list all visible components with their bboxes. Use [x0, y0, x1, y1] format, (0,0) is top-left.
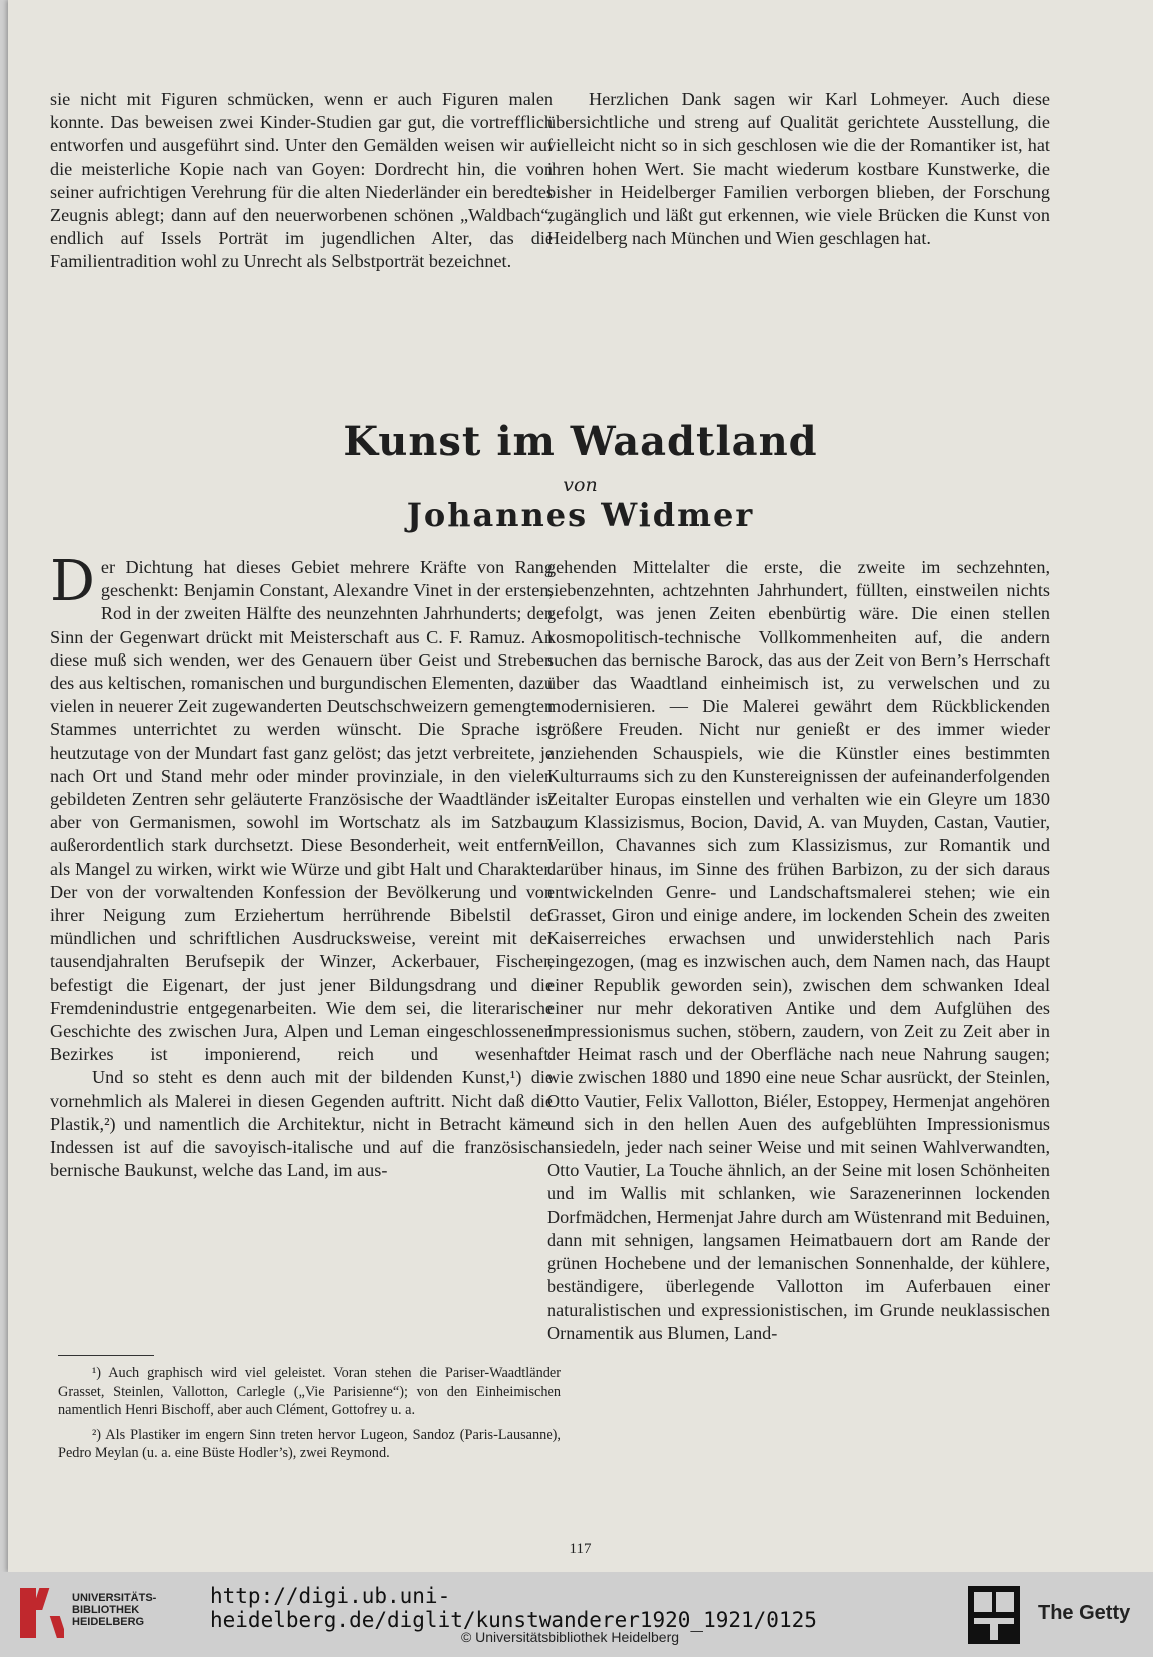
right-body-column — [547, 556, 1050, 1345]
footnote-2: ²) Als Plastiker im engern Sinn treten hervor Lugeon, Sandoz (Paris-Lausanne), Pedro Meylan (u. a. eine Büste Hodler’s), zwei Reymond. — [58, 1426, 561, 1462]
left-body-column — [50, 549, 553, 1182]
scanned-page — [8, 0, 1153, 1572]
footnote-1: ¹) Auch graphisch wird viel geleistet. Voran stehen die Pariser-Waadtländer Grasset, Steinlen, Vallotton, Carlegle („Vie Parisienne“); von den Einheimischen namentlich Henri Bischoff, aber auch Clément, Gottofrey u. a. — [58, 1365, 561, 1419]
footnotes — [58, 1364, 561, 1469]
left-paragraph-1: er Dichtung hat dieses Gebiet mehrere Kräfte von Rang geschenkt: Benjamin Constant, Alexandre Vinet in der ersten, Rod in der zweiten Hälfte des neunzehnten Jahrhunderts; den Sinn der Gegenwart drückt mit Meisterschaft aus C. F. Ramuz. An diese muß sich wenden, wer des Genauern über Geist und Streben des aus keltischen, romanischen und burgundischen Elementen, dazu vielen in neuerer Zeit zugewanderten Deutschschweizern gemengten Stammes unterrichtet zu werden wünscht. Die Sprache ist heutzutage von der Mundart fast ganz gelöst; das jetzt verbreitete, je nach Ort und Stand mehr oder minder provinziale, in den vielen gebildeten Zentren sehr geläuterte Französische der Waadtländer ist aber von Germanismen, sowohl im Wortschatz als im Satzbau, außerordentlich stark durchsetzt. Diese Besonderheit, weit entfernt als Mangel zu wirken, wirkt wie Würze und gibt Halt und Charakter. Der von der vorwaltenden Konfession der Bevölkerung und von ihrer Neigung zum Erziehertum herrührende Bibelstil der mündlichen und schriftlichen Ausdrucksweise, vereint mit der tausendjahralten Berufsepik der Winzer, Ackerbauer, Fischer, befestigt die Eigenart, der just jener Bildungsdrang und die Fremdenindustrie entgegenarbeiten. Wie dem sei, die literarische Geschichte des zwischen Jura, Alpen und Leman eingeschlossenen Bezirkes ist imponierend, reich und wesenhaft. — [50, 557, 553, 1065]
footnote-rule — [58, 1355, 154, 1356]
article-title: Kunst im Waadtland — [343, 418, 818, 465]
left-paragraph-2: Und so steht es denn auch mit der bildenden Kunst,¹) die vornehmlich als Malerei in diesen Gegenden auftritt. Nicht daß die Plastik,²) und namentlich die Architektur, nicht in Betracht käme. Indessen ist auf die savoyisch-italische und auf die französisch-bernische Baukunst, welche das Land, im aus- — [50, 1067, 553, 1181]
getty-label: The Getty — [1038, 1602, 1131, 1624]
copyright-notice: © Universitätsbibliothek Heidelberg — [460, 1629, 680, 1645]
footer-bar — [0, 1572, 1153, 1657]
page-number: 117 — [569, 1541, 592, 1557]
top-left-column — [50, 88, 553, 274]
right-paragraph: gehenden Mittelalter die erste, die zweite im sechzehnten, siebenzehnten, achtzehnten Jahrhundert, füllten, einstweilen nichts gefolgt, was jenen Zeiten ebenbürtig wäre. Die einen stellen kosmopolitisch-technische Vollkommenheiten auf, die andern suchen das bernische Barock, das aus der Zeit von Bern’s Herrschaft über das Waadtland einheimisch ist, zu verwelschen und zu modernisieren. — Die Malerei gewährt dem Rückblickenden größere Freuden. Nicht nur genießt er des immer wieder anziehenden Schauspiels, wie die Künstler eines bestimmten Kulturraums sich zu den Kunstereignissen der aufeinanderfolgenden Zeitalter Europas einstellen und verhalten wie ein Gleyre um 1830 zum Klassizismus, Bocion, David, A. van Muyden, Castan, Vautier, Veillon, Chavannes sich zum Klassizismus, zur Romantik und darüber hinaus, im Sinne des frühen Barbizon, zu der sich daraus entwickelnden Genre- und Landschaftsmalerei stehen; wie ein Grasset, Giron und einige andere, im lockenden Schein des zweiten Kaiserreiches erwachsen und unwiderstehlich nach Paris eingezogen, (mag es inzwischen auch, dem Namen nach, das Haupt einer Republik geworden sein), zwischen dem schwanken Ideal einer nur mehr dekorativen Antike und dem Aufglühen des Impressionismus suchen, stöbern, zaudern, von Zeit zu Zeit aber in der Heimat rasch und der Oberfläche nach neue Nahrung saugen; wie zwischen 1880 und 1890 eine neue Schar ausrückt, der Steinlen, Otto Vautier, Felix Vallotton, Biéler, Estoppey, Hermenjat angehören und sich in den hellen Auen des aufgeblühten Impressionismus ansiedeln, jeder nach seiner Weise und mit seinen Wahlverwandten, Otto Vautier, La Touche ähnlich, an der Seine mit losen Schönheiten und im Wallis mit schlanken, wie Sarazenerinnen lockenden Dorfmädchen, Hermenjat Jahre durch am Wüstenrand mit Beduinen, dann mit sehnigen, langsamen Heimatbauern dort am Rande der grünen Hochebene und der lemanischen Sonnenhalde, der kühlere, beständigere, überlegende Vallotton im Auferbauen einer naturalistischen und expressionistischen, im Grunde neuklassischen Ornamentik aus Blumen, Land- — [547, 557, 1050, 1343]
article-byline: von — [563, 474, 598, 496]
top-right-text: Herzlichen Dank sagen wir Karl Lohmeyer. Auch diese übersichtliche und streng auf Qualität gerichtete Ausstellung, die vielleicht nicht so in sich geschlosen wie die der Romantiker ist, hat ihren hohen Wert. Sie macht wiederum kostbare Kunstwerke, die bisher in Heidelberger Familien verborgen blieben, der Forschung zugänglich und läßt gut erkennen, wie viele Brücken die Kunst von Heidelberg nach München und Wien geschlagen hat. — [547, 89, 1050, 249]
getty-logo-icon — [968, 1586, 1020, 1644]
university-library-logo-icon — [18, 1586, 64, 1640]
permalink-url[interactable]: http://digi.ub.uni-heidelberg.de/diglit/kunstwanderer1920_1921/0125 — [210, 1584, 817, 1632]
top-left-text: sie nicht mit Figuren schmücken, wenn er auch Figuren malen konnte. Das beweisen zwei Kinder-Studien gar gut, die vortrefflich entworfen und ausgeführt sind. Unter den Gemälden weisen wir auf die meisterliche Kopie nach van Goyen: Dordrecht hin, die von seiner aufrichtigen Verehrung für die alten Niederländer ein beredtes Zeugnis ablegt; dann auf den neuerworbenen schönen „Waldbach“, endlich auf Issels Porträt im jugendlichen Alter, das die Familientradition wohl zu Unrecht als Selbstporträt bezeichnet. — [50, 89, 553, 272]
library-name: UNIVERSITÄTS-BIBLIOTHEK HEIDELBERG — [72, 1592, 157, 1628]
drop-cap: D — [50, 549, 95, 614]
top-right-column — [547, 88, 1050, 250]
article-author: Johannes Widmer — [406, 496, 755, 534]
